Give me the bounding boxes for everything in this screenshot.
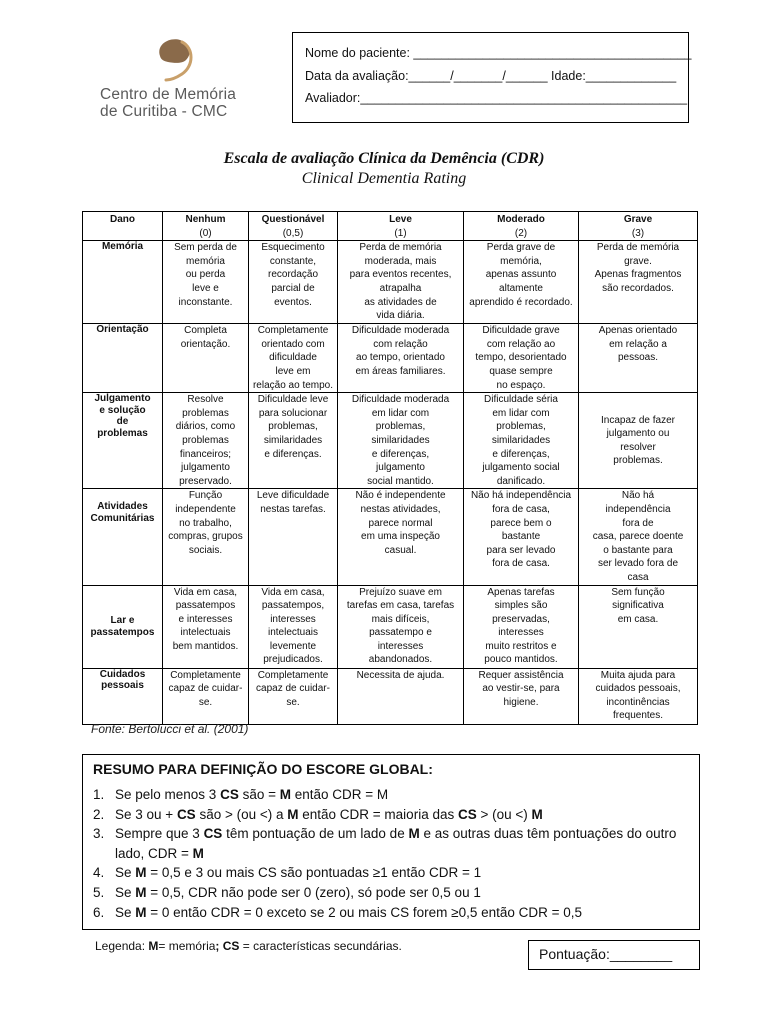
patient-info-box: [292, 32, 692, 123]
row-label: Julgamento e solução de problemas: [83, 393, 163, 489]
brain-head-icon: [152, 36, 196, 82]
table-cell: Apenas orientado em relação a pessoas.: [579, 324, 698, 393]
cdr-table: [82, 211, 698, 725]
row-label: Orientação: [83, 324, 163, 393]
table-cell: Perda de memória moderada, mais para eventos recentes, atrapalha as atividades de vida diária.: [338, 241, 464, 324]
table-cell: Dificuldade leve para solucionar problemas, similaridades e diferenças.: [249, 393, 338, 489]
row-label: Cuidados pessoais: [83, 668, 163, 724]
table-cell: Esquecimento constante, recordação parcial de eventos.: [249, 241, 338, 324]
table-cell: Completamente capaz de cuidar- se.: [249, 668, 338, 724]
table-header-row: [83, 212, 698, 241]
table-row: [83, 393, 698, 489]
table-row: [83, 585, 698, 668]
logo-text: [100, 86, 260, 120]
table-cell: Necessita de ajuda.: [338, 668, 464, 724]
header-dano: Dano: [83, 212, 163, 241]
logo-line-2: de Curitiba - CMC: [100, 103, 228, 120]
table-cell: Completa orientação.: [163, 324, 249, 393]
list-item: 3. Sempre que 3 CS têm pontuação de um lado de M e as outras duas têm pontuações do outro lado, CDR = M: [93, 826, 677, 861]
row-label: Memória: [83, 241, 163, 324]
list-item: 1. Se pelo menos 3 CS são = M então CDR = M: [93, 787, 389, 802]
table-cell: Não há independência fora de casa, parece doente o bastante para ser levado fora de casa: [579, 489, 698, 585]
table-cell: Apenas tarefas simples são preservadas, interesses muito restritos e pouco mantidos.: [464, 585, 579, 668]
table-row: [83, 668, 698, 724]
header-leve: Leve (1): [338, 212, 464, 241]
summary-list: [93, 785, 699, 922]
table-cell: Sem função significativa em casa.: [579, 585, 698, 668]
table-row: [83, 241, 698, 324]
table-cell: Requer assistência ao vestir-se, para higiene.: [464, 668, 579, 724]
summary-box: [82, 754, 700, 930]
table-cell: Prejuízo suave em tarefas em casa, tarefas mais difíceis, passatempo e interesses abandonados.: [338, 585, 464, 668]
table-cell: Leve dificuldade nestas tarefas.: [249, 489, 338, 585]
table-cell: Dificuldade grave com relação ao tempo, desorientado quase sempre no espaço.: [464, 324, 579, 393]
summary-title: RESUMO PARA DEFINIÇÃO DO ESCORE GLOBAL:: [93, 761, 433, 777]
table-cell: Incapaz de fazer julgamento ou resolver problemas.: [579, 393, 698, 489]
table-cell: Sem perda de memória ou perda leve e inconstante.: [163, 241, 249, 324]
table-cell: Completamente orientado com dificuldade leve em relação ao tempo.: [249, 324, 338, 393]
table-cell: Dificuldade séria em lidar com problemas, similaridades e diferenças, julgamento social danificado.: [464, 393, 579, 489]
patient-name-field[interactable]: Nome do paciente: ________________________________________: [305, 46, 692, 60]
logo-line-1: Centro de Memória: [100, 86, 237, 103]
table-cell: Função independente no trabalho, compras, grupos sociais.: [163, 489, 249, 585]
cmc-logo: [100, 36, 260, 120]
table-cell: Vida em casa, passatempos, interesses intelectuais levemente prejudicados.: [249, 585, 338, 668]
table-row: [83, 489, 698, 585]
header-moderado: Moderado (2): [464, 212, 579, 241]
list-item: 4. Se M = 0,5 e 3 ou mais CS são pontuadas ≥1 então CDR = 1: [93, 865, 482, 881]
header-questionavel: Questionável (0,5): [249, 212, 338, 241]
table-row: [83, 324, 698, 393]
table-cell: Muita ajuda para cuidados pessoais, incontinências frequentes.: [579, 668, 698, 724]
table-cell: Dificuldade moderada com relação ao tempo, orientado em áreas familiares.: [338, 324, 464, 393]
row-label: Atividades Comunitárias: [83, 489, 163, 585]
table-cell: Vida em casa, passatempos e interesses intelectuais bem mantidos.: [163, 585, 249, 668]
table-cell: Não há independência fora de casa, parece bem o bastante para ser levado fora de casa.: [464, 489, 579, 585]
table-cell: Completamente capaz de cuidar- se.: [163, 668, 249, 724]
table-cell: Resolve problemas diários, como problemas financeiros; julgamento preservado.: [163, 393, 249, 489]
table-cell: Perda grave de memória, apenas assunto altamente aprendido é recordado.: [464, 241, 579, 324]
page-title: Escala de avaliação Clínica da Demência (CDR): [223, 150, 545, 167]
legend: Legenda: M= memória; CS = características secundárias.: [95, 939, 402, 953]
table-cell: Não é independente nestas atividades, parece normal em uma inspeção casual.: [338, 489, 464, 585]
table-cell: Perda de memória grave. Apenas fragmentos são recordados.: [579, 241, 698, 324]
evaluation-date-field[interactable]: Data da avaliação:______/_______/______ Idade:_____________: [305, 68, 677, 83]
row-label: Lar e passatempos: [83, 585, 163, 668]
list-item: 6. Se M = 0 então CDR = 0 exceto se 2 ou mais CS forem ≥0,5 então CDR = 0,5: [93, 904, 583, 920]
source-citation: Fonte: Bertolucci et al. (2001): [91, 722, 249, 736]
rater-field[interactable]: Avaliador:_______________________________________________: [305, 91, 688, 105]
table-cell: Dificuldade moderada em lidar com problemas, similaridades e diferenças, julgamento social mantido.: [338, 393, 464, 489]
header-nenhum: Nenhum (0): [163, 212, 249, 241]
header-grave: Grave (3): [579, 212, 698, 241]
list-item: 5. Se M = 0,5, CDR não pode ser 0 (zero), só pode ser 0,5 ou 1: [93, 884, 481, 900]
list-item: 2. Se 3 ou + CS são > (ou <) a M então CDR = maioria das CS > (ou <) M: [93, 806, 543, 822]
document-titles: [0, 150, 768, 188]
score-field[interactable]: Pontuação:________: [528, 940, 700, 970]
page-subtitle: Clinical Dementia Rating: [301, 170, 467, 187]
